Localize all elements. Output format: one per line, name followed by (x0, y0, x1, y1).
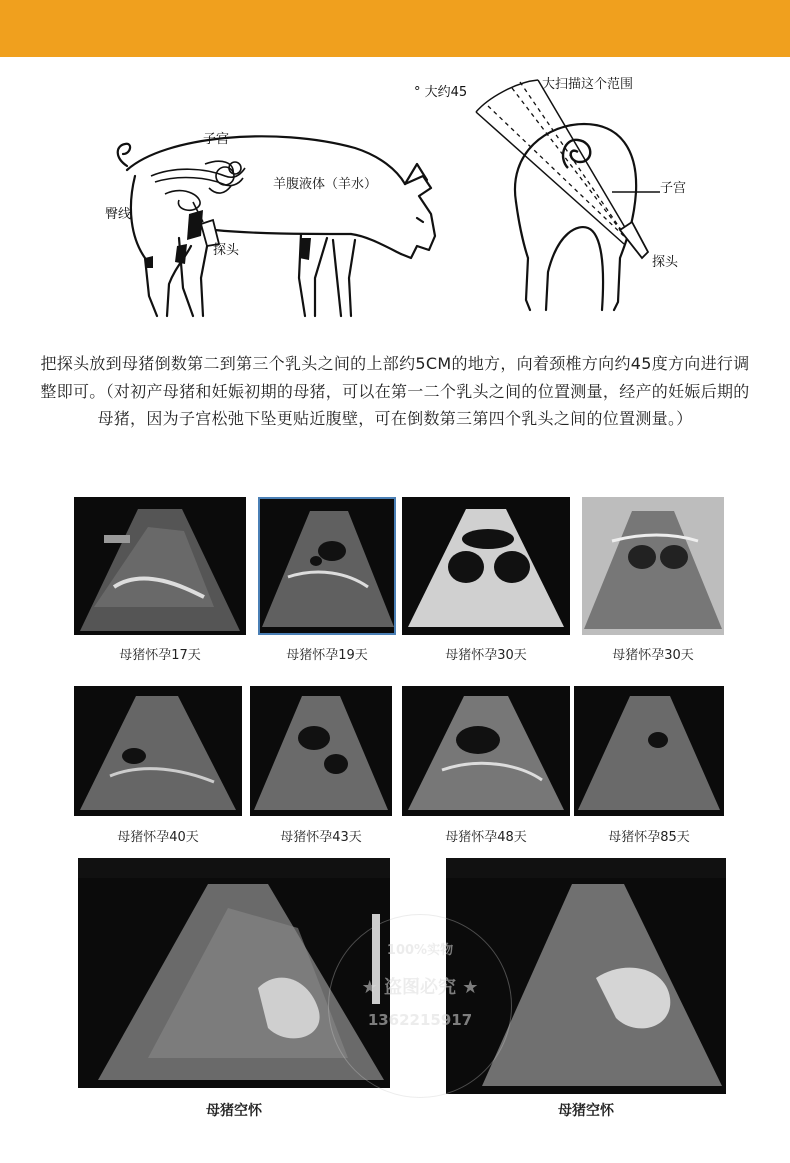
watermark-line: 1362215917 (367, 1011, 473, 1029)
scan-caption: 母猪怀孕85天 (608, 830, 690, 845)
watermark-line: ★ 盗图必究 ★ (361, 977, 479, 998)
probe-label-rear: 探头 (652, 255, 679, 270)
hip-line-label: 臀线 (105, 207, 132, 222)
ultrasound-image (74, 686, 242, 816)
uterus-label-rear: 子宫 (660, 181, 687, 196)
ultrasound-image (402, 686, 570, 816)
scan-caption: 母猪怀孕40天 (117, 830, 199, 845)
amniotic-fluid-label: 羊腹液体（羊水） (273, 177, 378, 192)
scan-caption: 母猪怀孕48天 (445, 830, 527, 845)
scan-caption: 母猪空怀 (558, 1103, 614, 1119)
ultrasound-image (250, 686, 392, 816)
scan-caption: 母猪怀孕19天 (286, 648, 368, 663)
instructions-paragraph: 把探头放到母猪倒数第二到第三个乳头之间的上部约5CM的地方，向着颈椎方向约45度方向进行调整即可。（对初产母猪和妊娠初期的母猪，可以在第一二个乳头之间的位置测量，经产的妊娠后期的母猪，因为子宫松弛下坠更贴近腹壁，可在倒数第三第四个乳头之间的位置测量。） (40, 354, 750, 428)
ultrasound-image (402, 497, 570, 635)
pig-side-illustration (105, 118, 445, 328)
angle-label: ° 大约45 (414, 85, 468, 100)
pig-rear-diagram (408, 72, 698, 322)
watermark-seal (328, 914, 512, 1098)
scan-caption: 母猪空怀 (206, 1103, 262, 1119)
ultrasound-image (574, 686, 724, 816)
uterus-label: 子宫 (203, 132, 230, 147)
pig-rear-illustration (408, 72, 698, 322)
watermark-line: 100%实物 (386, 943, 454, 958)
top-banner (0, 0, 790, 57)
probe-label: 探头 (213, 243, 240, 258)
ultrasound-image (74, 497, 246, 635)
pig-side-diagram (105, 118, 445, 328)
scan-caption: 母猪怀孕17天 (119, 648, 201, 663)
scan-caption: 母猪怀孕30天 (445, 648, 527, 663)
scan-range-label: 大扫描这个范围 (542, 77, 634, 92)
ultrasound-image (258, 497, 396, 635)
scan-caption: 母猪怀孕43天 (280, 830, 362, 845)
ultrasound-image (582, 497, 724, 635)
scan-caption: 母猪怀孕30天 (612, 648, 694, 663)
